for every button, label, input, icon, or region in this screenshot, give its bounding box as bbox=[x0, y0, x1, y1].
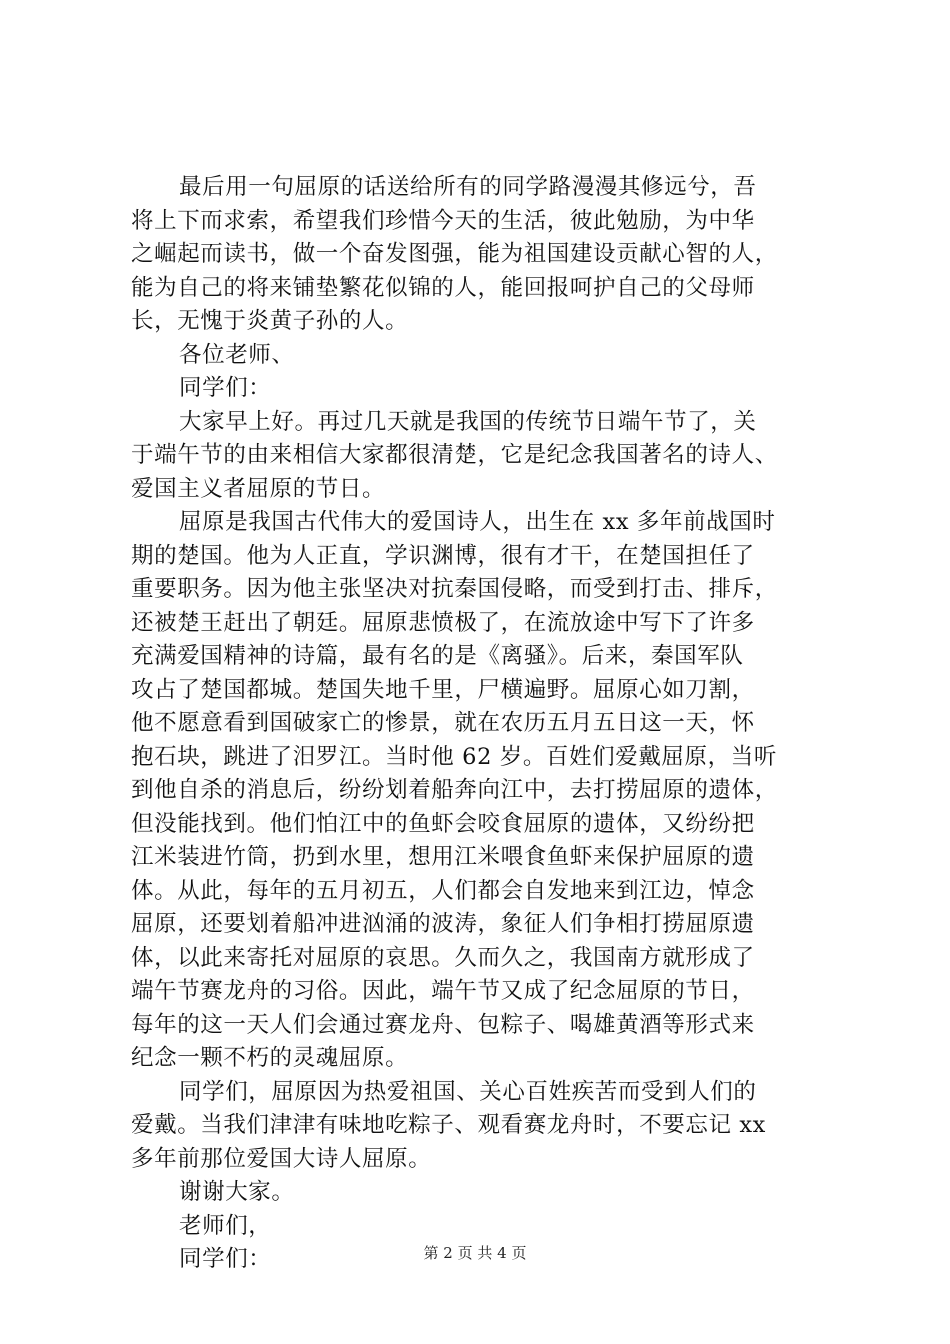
text-line: 屈原，还要划着船冲进汹涌的波涛，象征人们争相打捞屈原遗 bbox=[131, 911, 755, 937]
text-line: 爱国主义者屈原的节日。 bbox=[131, 475, 386, 502]
text-line: 将上下而求索，希望我们珍惜今天的生活，彼此勉励，为中华 bbox=[131, 207, 755, 234]
text-line: 期的楚国。他为人正直，学识渊博，很有才干，在楚国担任了 bbox=[131, 542, 755, 569]
text-line: 到他自杀的消息后，纷纷划着船奔向江中，去打捞屈原的遗体， bbox=[131, 777, 778, 803]
text-line: 能为自己的将来铺垫繁花似锦的人，能回报呵护自己的父母师 bbox=[131, 274, 755, 301]
text-line: 同学们： bbox=[179, 1246, 272, 1272]
page-number-footer: 第 2 页 共 4 页 bbox=[423, 1244, 527, 1262]
text-line: 纪念一颗不朽的灵魂屈原。 bbox=[131, 1045, 409, 1071]
text-line: 之崛起而读书，做一个奋发图强，能为祖国建设贡献心智的人， bbox=[131, 241, 778, 267]
text-line: 最后用一句屈原的话送给所有的同学路漫漫其修远兮，吾 bbox=[179, 174, 757, 200]
text-line: 屈原是我国古代伟大的爱国诗人，出生在 xx 多年前战国时 bbox=[179, 509, 776, 535]
text-line: 体。从此，每年的五月初五，人们都会自发地来到江边，悼念 bbox=[131, 877, 755, 904]
text-line: 长，无愧于炎黄子孙的人。 bbox=[131, 308, 409, 334]
text-line: 充满爱国精神的诗篇，最有名的是《离骚》。后来，秦国军队 bbox=[131, 643, 744, 669]
text-line: 大家早上好。再过几天就是我国的传统节日端午节了，关 bbox=[179, 408, 757, 435]
text-line: 还被楚王赶出了朝廷。屈原悲愤极了，在流放途中写下了许多 bbox=[131, 609, 755, 636]
text-line: 同学们，屈原因为热爱祖国、关心百姓疾苦而受到人们的 bbox=[179, 1078, 757, 1105]
text-line: 于端午节的由来相信大家都很清楚，它是纪念我国著名的诗人、 bbox=[131, 442, 778, 468]
document-body bbox=[131, 171, 831, 1277]
text-line: 体，以此来寄托对屈原的哀思。久而久之，我国南方就形成了 bbox=[131, 944, 755, 971]
text-line: 重要职务。因为他主张坚决对抗秦国侵略，而受到打击、排斥， bbox=[131, 576, 778, 602]
text-line: 老师们， bbox=[179, 1212, 272, 1239]
text-line: 谢谢大家。 bbox=[179, 1179, 295, 1205]
text-line: 多年前那位爱国大诗人屈原。 bbox=[131, 1145, 432, 1172]
text-line: 他不愿意看到国破家亡的惨景，就在农历五月五日这一天，怀 bbox=[131, 710, 755, 736]
text-line: 端午节赛龙舟的习俗。因此，端午节又成了纪念屈原的节日， bbox=[131, 978, 755, 1004]
text-line: 抱石块，跳进了汨罗江。当时他 62 岁。百姓们爱戴屈原，当听 bbox=[131, 743, 777, 770]
text-line: 各位老师、 bbox=[179, 341, 295, 368]
text-line: 江米装进竹筒，扔到水里，想用江米喂食鱼虾来保护屈原的遗 bbox=[131, 844, 755, 870]
text-line: 每年的这一天人们会通过赛龙舟、包粽子、喝雄黄酒等形式来 bbox=[131, 1011, 755, 1038]
text-line: 攻占了楚国都城。楚国失地千里，尸横遍野。屈原心如刀割， bbox=[131, 676, 755, 703]
text-line: 爱戴。当我们津津有味地吃粽子、观看赛龙舟时，不要忘记 xx bbox=[131, 1112, 766, 1138]
text-line: 同学们： bbox=[179, 375, 272, 401]
text-line: 但没能找到。他们怕江中的鱼虾会咬食屈原的遗体，又纷纷把 bbox=[131, 810, 755, 837]
